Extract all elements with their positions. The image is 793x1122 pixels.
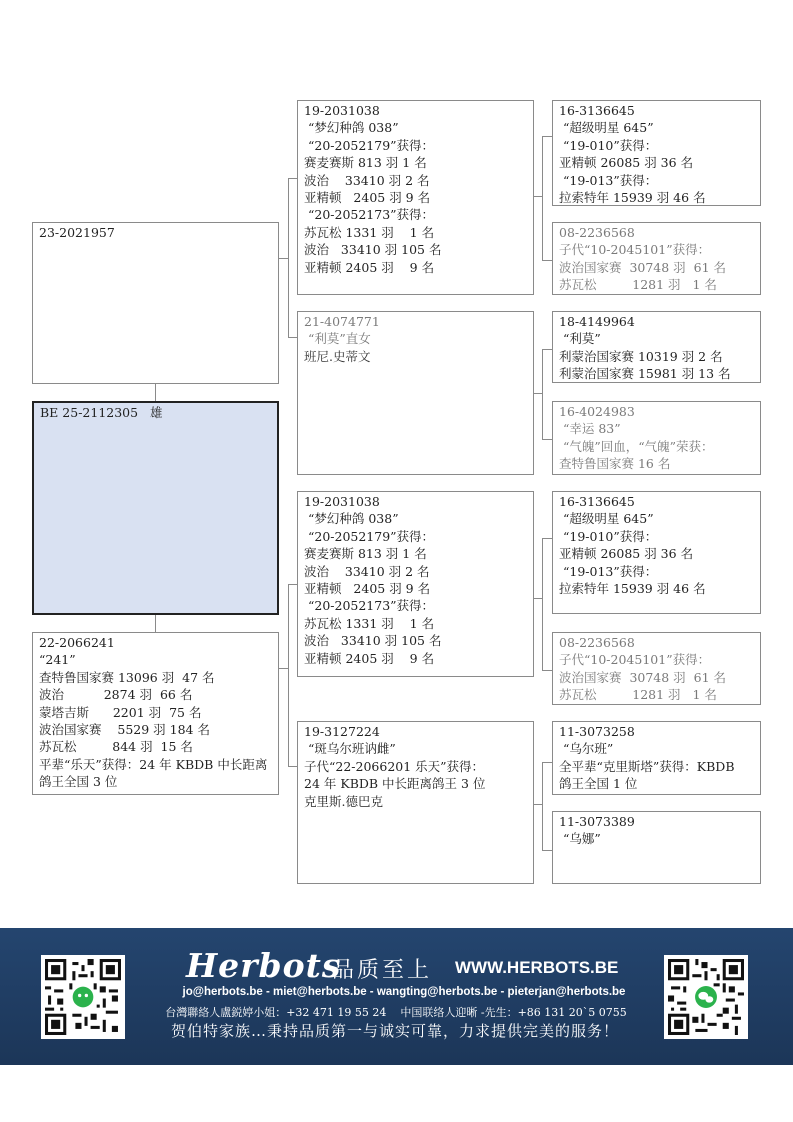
- ring-number: 19-3127224: [304, 724, 380, 739]
- pedigree-line: 苏瓦松 1331 羽 1 名: [304, 224, 435, 240]
- qr-code-icon: [45, 959, 121, 1035]
- ssd-card[interactable]: [552, 222, 761, 295]
- ring-number: 22-2066241: [39, 635, 115, 650]
- ring-number: 16-3136645: [559, 103, 635, 118]
- dsd-card[interactable]: [552, 632, 761, 705]
- ring-number: 08-2236568: [559, 635, 635, 650]
- pedigree-line: “梦幻种鸽 038”: [304, 120, 399, 136]
- ring-number: 19-2031038: [304, 494, 380, 509]
- ring-number: BE 25-2112305: [40, 405, 139, 420]
- pedigree-line: “利莫”: [559, 331, 601, 347]
- dam-card[interactable]: [32, 632, 279, 795]
- pedigree-line: 全平辈“克里斯塔”获得：KBDB: [559, 758, 735, 774]
- pedigree-line: 苏瓦松 1281 羽 1 名: [559, 277, 717, 293]
- brand-row: [186, 946, 626, 986]
- pedigree-line: 赛麦赛斯 813 羽 1 名: [304, 155, 427, 171]
- pedigree-line: “超级明星 645”: [559, 511, 654, 527]
- pedigree-line: “超级明星 645”: [559, 120, 654, 136]
- connector: [542, 762, 543, 850]
- pedigree-line: 赛麦赛斯 813 羽 1 名: [304, 546, 427, 562]
- wechat-qr-icon: [668, 959, 744, 1035]
- connector: [542, 762, 552, 763]
- pedigree-line: “20-2052173”获得：: [304, 598, 435, 614]
- pedigree-line: “斑乌尔班讷雌”: [304, 741, 396, 757]
- pedigree-line: 亚精顿 2405 羽 9 名: [304, 650, 435, 666]
- pedigree-line: “乌娜”: [559, 831, 601, 847]
- pedigree-line: 苏瓦松 1281 羽 1 名: [559, 687, 717, 703]
- connector: [542, 136, 552, 137]
- pedigree-line: “20-2052179”获得：: [304, 528, 435, 544]
- dss-card[interactable]: [552, 491, 761, 614]
- brand-logo: Herbots: [186, 946, 342, 985]
- footer-banner: [0, 928, 793, 1065]
- pedigree-line: “19-013”获得：: [559, 563, 658, 579]
- ring-number: 16-4024983: [559, 404, 635, 419]
- pedigree-line: 利蒙治国家赛 10319 羽 2 名: [559, 348, 723, 364]
- connector: [542, 349, 543, 439]
- pedigree-line: 查特鲁国家赛 16 名: [559, 456, 671, 472]
- website-link[interactable]: WWW.HERBOTS.BE: [455, 958, 619, 977]
- sdd-card[interactable]: [552, 401, 761, 475]
- pedigree-line: 波治国家赛 30748 羽 61 名: [559, 669, 727, 685]
- pedigree-line: “19-010”获得：: [559, 528, 658, 544]
- pedigree-line: 子代“10-2045101”获得：: [559, 242, 711, 258]
- pedigree-line: 蒙塔吉斯 2201 羽 75 名: [39, 704, 202, 720]
- connector: [155, 614, 156, 633]
- pedigree-line: 亚精顿 2405 羽 9 名: [304, 190, 431, 206]
- tagline: 贺伯特家族…秉持品质第一与诚实可靠，力求提供完美的服务！: [170, 1022, 619, 1040]
- pedigree-line: 鸽王全国 1 位: [559, 776, 638, 792]
- pedigree-line: “梦幻种鸽 038”: [304, 511, 399, 527]
- qr-code-left[interactable]: [41, 955, 125, 1039]
- dam-sire-card[interactable]: [297, 491, 534, 677]
- connector: [155, 383, 156, 402]
- pedigree-line: 子代“10-2045101”获得：: [559, 652, 711, 668]
- sds-card[interactable]: [552, 311, 761, 383]
- pedigree-line: 波治国家赛 5529 羽 184 名: [39, 722, 210, 738]
- pedigree-line: “幸运 83”: [559, 421, 621, 437]
- pedigree-line: 亚精顿 26085 羽 36 名: [559, 546, 694, 562]
- connector: [278, 258, 288, 259]
- connector: [542, 538, 543, 670]
- brand-slogan: 品质至上: [332, 958, 433, 983]
- pedigree-line: 拉索特年 15939 羽 46 名: [559, 190, 706, 206]
- contact-phones: 台灣聯絡人盧鋭婷小姐：+32 471 19 55 24 中国联络人迎晰 -先生：+86 131 20`5 0755: [165, 1006, 627, 1019]
- sire-card[interactable]: [32, 222, 279, 384]
- pedigree-line: “19-013”获得：: [559, 172, 658, 188]
- pedigree-line: 亚精顿 2405 羽 9 名: [304, 581, 431, 597]
- pedigree-line: 波治 2874 羽 66 名: [39, 687, 193, 703]
- connector: [533, 598, 542, 599]
- connector: [542, 260, 552, 261]
- connector: [533, 196, 542, 197]
- subject-card[interactable]: [32, 401, 279, 615]
- ring-number: 11-3073389: [559, 814, 635, 829]
- connector: [288, 584, 297, 585]
- pedigree-line: “乌尔班”: [559, 741, 614, 757]
- connector: [542, 349, 552, 350]
- sex-label: 雄: [150, 405, 163, 420]
- pedigree-line: 利蒙治国家赛 15981 羽 13 名: [559, 366, 731, 382]
- sire-sire-card[interactable]: [297, 100, 534, 295]
- pedigree-note: 平辈“乐天”获得：24 年 KBDB 中长距离鸽王全国 3 位: [39, 756, 268, 790]
- ring-number: 21-4074771: [304, 314, 380, 329]
- ddd-card[interactable]: [552, 811, 761, 884]
- dam-dam-card[interactable]: [297, 721, 534, 884]
- sire-dam-card[interactable]: [297, 311, 534, 475]
- pedigree-line: “20-2052173”获得：: [304, 207, 435, 223]
- ring-number: 08-2236568: [559, 225, 635, 240]
- connector: [533, 804, 542, 805]
- connector: [288, 178, 289, 337]
- pedigree-line: 拉索特年 15939 羽 46 名: [559, 581, 706, 597]
- pedigree-line: 波治 33410 羽 105 名: [304, 242, 442, 258]
- pedigree-line: 24 年 KBDB 中长距离鸽王 3 位: [304, 776, 486, 792]
- connector: [288, 584, 289, 766]
- ring-number: 18-4149964: [559, 314, 635, 329]
- pedigree-line: “气魄”回血，“气魄”荣获：: [559, 438, 714, 454]
- pedigree-line: “利莫”直女: [304, 331, 371, 347]
- ring-number: 16-3136645: [559, 494, 635, 509]
- sss-card[interactable]: [552, 100, 761, 206]
- pedigree-line: 波治 33410 羽 2 名: [304, 172, 430, 188]
- breeder-name: 班尼.史蒂文: [304, 348, 371, 364]
- pedigree-line: 亚精顿 26085 羽 36 名: [559, 155, 694, 171]
- connector: [542, 439, 552, 440]
- connector: [278, 668, 288, 669]
- pedigree-line: 波治国家赛 30748 羽 61 名: [559, 259, 727, 275]
- email-list[interactable]: jo@herbots.be - miet@herbots.be - wangting@herbots.be - pieterjan@herbots.be: [182, 986, 626, 998]
- subject-header: [40, 404, 271, 421]
- pedigree-line: 子代“22-2066201 乐天”获得：: [304, 758, 485, 774]
- pedigree-line: “241”: [39, 652, 76, 668]
- connector: [288, 766, 297, 767]
- connector: [533, 393, 542, 394]
- pedigree-line: 苏瓦松 1331 羽 1 名: [304, 615, 435, 631]
- connector: [542, 670, 552, 671]
- connector: [542, 136, 543, 260]
- pedigree-line: 克里斯.德巴克: [304, 793, 383, 809]
- pedigree-line: 苏瓦松 844 羽 15 名: [39, 739, 193, 755]
- connector: [288, 178, 297, 179]
- connector: [542, 850, 552, 851]
- pedigree-line: 亚精顿 2405 羽 9 名: [304, 259, 435, 275]
- pedigree-line: 查特鲁国家赛 13096 羽 47 名: [39, 669, 215, 685]
- qr-code-right[interactable]: [664, 955, 748, 1039]
- connector: [288, 337, 297, 338]
- ring-number: 23-2021957: [39, 225, 115, 240]
- pedigree-line: “19-010”获得：: [559, 137, 658, 153]
- pedigree-line: 波治 33410 羽 105 名: [304, 633, 442, 649]
- dds-card[interactable]: [552, 721, 761, 795]
- pedigree-line: “20-2052179”获得：: [304, 137, 435, 153]
- pedigree-line: 波治 33410 羽 2 名: [304, 563, 430, 579]
- ring-number: 19-2031038: [304, 103, 380, 118]
- ring-number: 11-3073258: [559, 724, 635, 739]
- connector: [542, 538, 552, 539]
